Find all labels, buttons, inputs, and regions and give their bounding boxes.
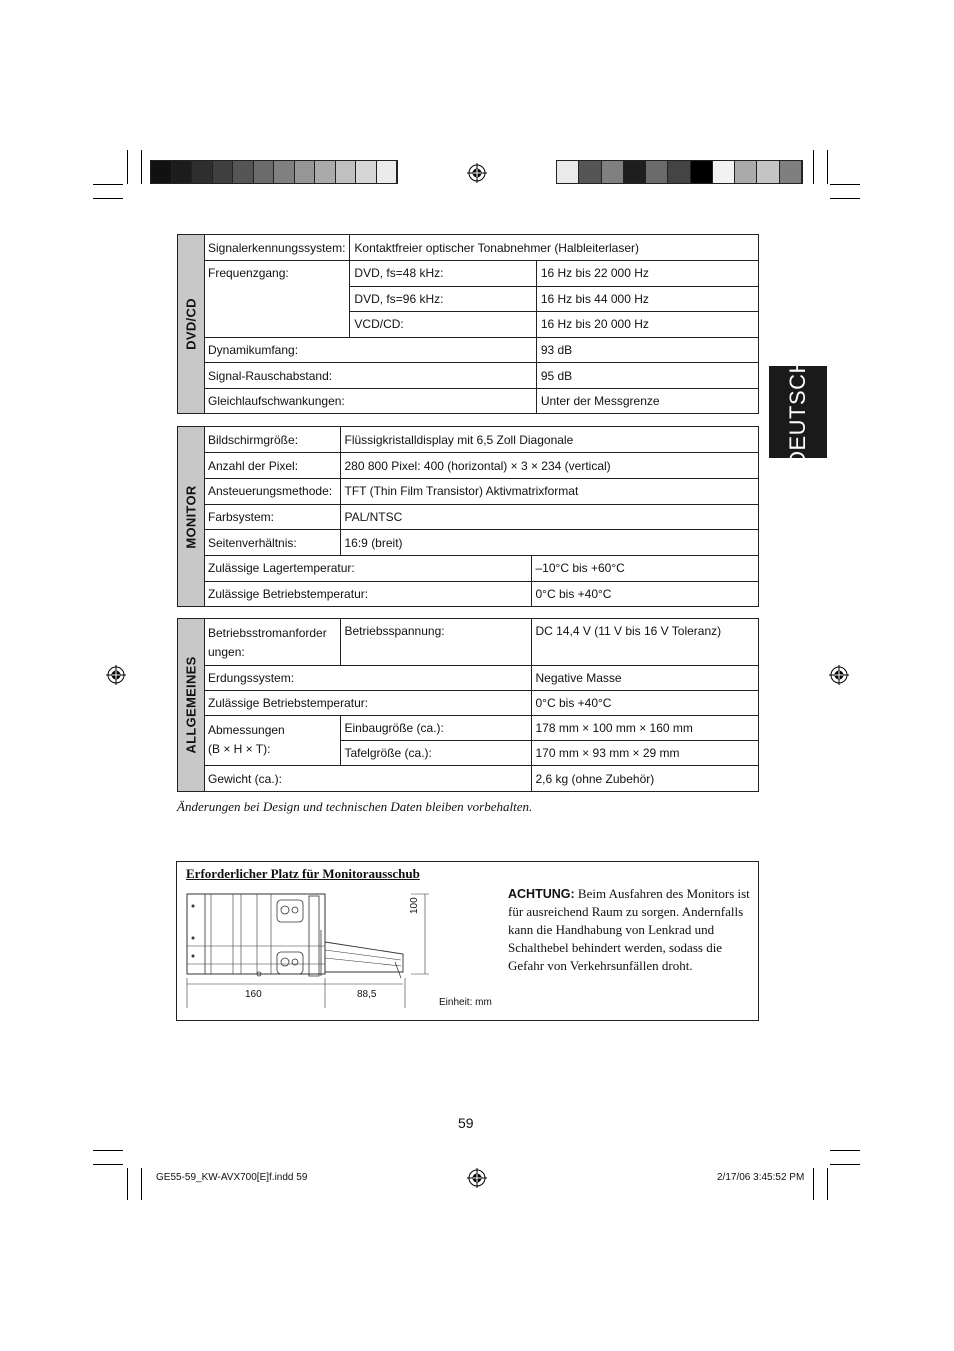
spec-label: Signalerkennungssystem: (204, 235, 350, 261)
section-label-bar (178, 427, 205, 606)
registration-mark-icon (829, 665, 849, 685)
color-swatch (579, 161, 601, 183)
spec-value: 2,6 kg (ohne Zubehör) (531, 766, 759, 791)
color-swatch (274, 161, 295, 183)
color-swatch (254, 161, 275, 183)
crop-mark (93, 1164, 123, 1165)
spec-value: 95 dB (536, 363, 759, 389)
color-swatch (192, 161, 213, 183)
footer-timestamp: 2/17/06 3:45:52 PM (717, 1172, 805, 1183)
color-swatch (315, 161, 336, 183)
section-label-bar (178, 619, 205, 791)
section-label: DVD/CD (183, 298, 199, 350)
color-swatch (295, 161, 316, 183)
color-swatch (780, 161, 802, 183)
spec-label-line: (B × H × T): (208, 741, 271, 756)
spec-value: 16 Hz bis 22 000 Hz (536, 261, 759, 287)
crop-mark (127, 150, 128, 184)
spec-label: Seitenverhältnis: (204, 530, 340, 556)
space-requirement-box (176, 861, 759, 1021)
crop-mark (830, 184, 860, 185)
crop-mark (141, 150, 142, 184)
spec-value: 16 Hz bis 44 000 Hz (536, 286, 759, 312)
spec-value: Flüssigkristalldisplay mit 6,5 Zoll Diagonale (340, 427, 759, 453)
color-swatch (172, 161, 193, 183)
spec-label: Zulässige Betriebstemperatur: (204, 690, 531, 715)
crop-mark (93, 1150, 123, 1151)
spec-value: –10°C bis +60°C (531, 556, 759, 582)
monitor-ejection-diagram (185, 890, 445, 1012)
language-tab-label: DEUTSCH (785, 357, 810, 467)
spec-label-line: Abmessungen (208, 722, 285, 737)
spec-value: Kontaktfreier optischer Tonabnehmer (Halbleiterlaser) (350, 235, 759, 261)
spec-label: Gleichlaufschwankungen: (204, 388, 536, 414)
crop-mark (830, 198, 860, 199)
disclaimer-note: Änderungen bei Design und technischen Daten bleiben vorbehalten. (177, 799, 533, 814)
spec-value: 93 dB (536, 337, 759, 363)
crop-mark (813, 150, 814, 184)
section-label: MONITOR (183, 484, 199, 549)
spec-label-line: Betriebsstromanforder (208, 626, 327, 640)
spec-condition: VCD/CD: (350, 312, 536, 338)
crop-mark (93, 198, 123, 199)
color-swatch (151, 161, 172, 183)
spec-condition: Tafelgröße (ca.): (340, 741, 531, 766)
spec-label: Ansteuerungsmethode: (204, 478, 340, 504)
crop-mark (827, 150, 828, 184)
spec-label: Bildschirmgröße: (204, 427, 340, 453)
spec-label: Erdungssystem: (204, 665, 531, 690)
color-swatch (646, 161, 668, 183)
color-swatch (624, 161, 646, 183)
color-swatch (233, 161, 254, 183)
color-swatch (336, 161, 357, 183)
spec-label: Dynamikumfang: (204, 337, 536, 363)
spec-condition: Betriebsspannung: (340, 619, 531, 665)
spec-value: 0°C bis +40°C (531, 581, 759, 607)
crop-mark (127, 1168, 128, 1200)
spec-value: Unter der Messgrenze (536, 388, 759, 414)
color-swatch (213, 161, 234, 183)
spec-value: TFT (Thin Film Transistor) Aktivmatrixformat (340, 478, 759, 504)
color-calibration-bar-right (556, 160, 803, 184)
spec-value: Negative Masse (531, 665, 759, 690)
spec-label: Signal-Rauschabstand: (204, 363, 536, 389)
dimension-label: 88,5 (357, 989, 377, 1000)
spec-value: 170 mm × 93 mm × 29 mm (531, 741, 759, 766)
spec-value: PAL/NTSC (340, 504, 759, 530)
dvd-spec-table (177, 234, 759, 414)
registration-mark-icon (467, 1168, 487, 1188)
registration-mark-icon (467, 163, 487, 183)
color-calibration-bar-left (150, 160, 398, 184)
crop-mark (827, 1168, 828, 1200)
crop-mark (830, 1164, 860, 1165)
color-swatch (668, 161, 690, 183)
box-title: Erforderlicher Platz für Monitorausschub (186, 866, 420, 881)
spec-value: 16 Hz bis 20 000 Hz (536, 312, 759, 338)
crop-mark (93, 184, 123, 185)
spec-value: 0°C bis +40°C (531, 690, 759, 715)
dimension-label: 160 (245, 989, 262, 1000)
crop-mark (141, 1168, 142, 1200)
spec-label (204, 715, 340, 765)
registration-mark-icon (106, 665, 126, 685)
spec-label: Zulässige Lagertemperatur: (204, 556, 531, 582)
spec-condition: DVD, fs=96 kHz: (350, 286, 536, 312)
color-swatch (735, 161, 757, 183)
color-swatch (557, 161, 579, 183)
color-swatch (602, 161, 624, 183)
crop-mark (830, 1150, 860, 1151)
page-number: 59 (458, 1115, 474, 1131)
color-swatch (691, 161, 713, 183)
general-spec-table (177, 618, 759, 792)
unit-label: Einheit: mm (439, 997, 492, 1008)
language-tab (769, 357, 827, 467)
spec-value: 280 800 Pixel: 400 (horizontal) × 3 × 234 (vertical) (340, 453, 759, 479)
spec-value: 16:9 (breit) (340, 530, 759, 556)
warning-text: Beim Ausfahren des Monitors ist für ausreichend Raum zu sorgen. Andernfalls kann die Handhabung von Lenkrad und Schalthebel behindert werden, sodass die Gefahr von Verkehrsunfällen droht. (508, 886, 750, 973)
spec-value: DC 14,4 V (11 V bis 16 V Toleranz) (531, 619, 759, 665)
spec-condition: Einbaugröße (ca.): (340, 715, 531, 740)
color-swatch (356, 161, 377, 183)
color-swatch (757, 161, 779, 183)
spec-label (204, 619, 340, 665)
spec-label: Gewicht (ca.): (204, 766, 531, 791)
spec-label: Frequenzgang: (204, 261, 350, 338)
spec-label-line: ungen: (208, 645, 245, 659)
spec-value: 178 mm × 100 mm × 160 mm (531, 715, 759, 740)
section-label: ALLGEMEINES (183, 656, 199, 754)
section-label-bar (178, 235, 205, 413)
monitor-spec-table (177, 426, 759, 607)
spec-condition: DVD, fs=48 kHz: (350, 261, 536, 287)
crop-mark (813, 1168, 814, 1200)
dimension-label: 100 (409, 897, 420, 914)
footer-filename: GE55-59_KW-AVX700[E]f.indd 59 (156, 1172, 308, 1183)
spec-label: Farbsystem: (204, 504, 340, 530)
warning-text-block (508, 885, 753, 975)
spec-label: Zulässige Betriebstemperatur: (204, 581, 531, 607)
color-swatch (713, 161, 735, 183)
color-swatch (377, 161, 398, 183)
spec-label: Anzahl der Pixel: (204, 453, 340, 479)
warning-heading: ACHTUNG: (508, 887, 575, 901)
